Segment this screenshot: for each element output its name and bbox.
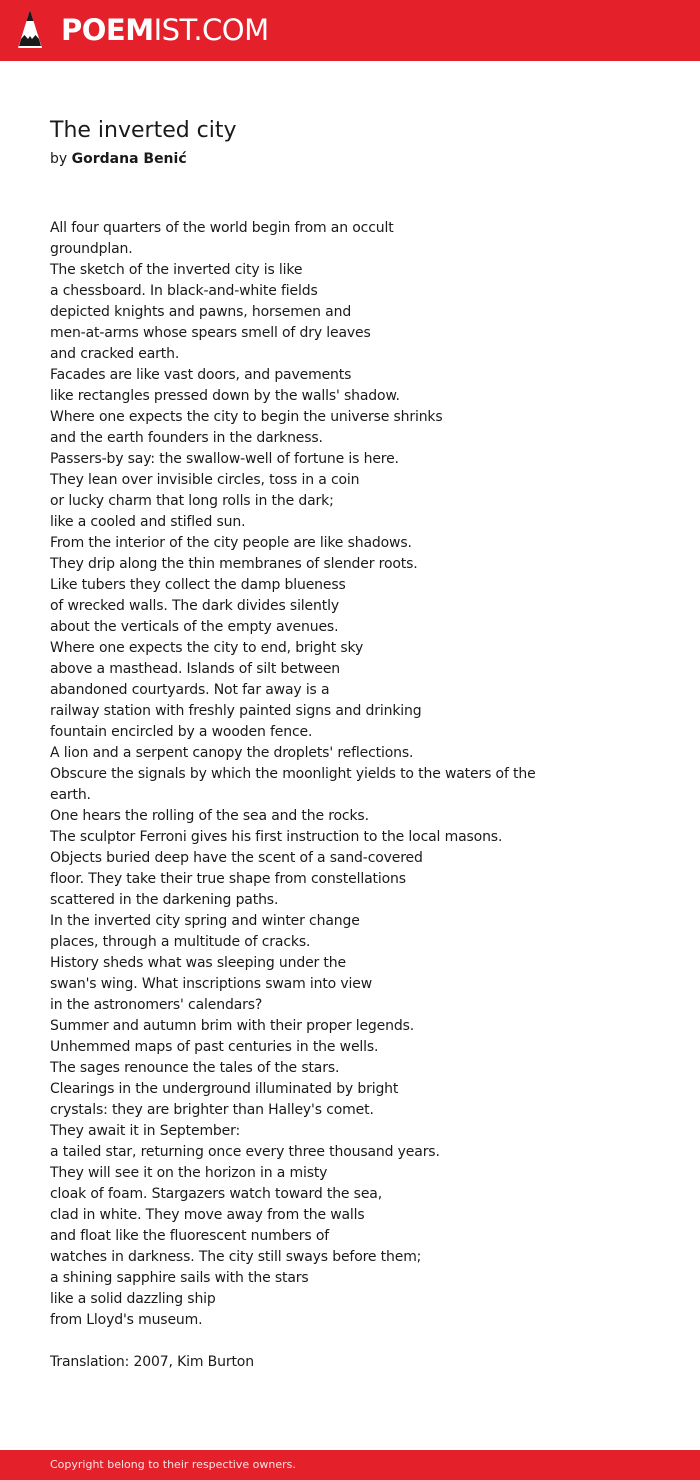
poem-line: like rectangles pressed down by the walls' shadow. [50, 388, 400, 404]
poem-line: clad in white. They move away from the walls [50, 1207, 365, 1223]
site-name-strong: POEM [61, 13, 154, 47]
poem-line: Objects buried deep have the scent of a sand-covered [50, 850, 423, 866]
poem-line: The sketch of the inverted city is like [50, 262, 303, 278]
translation-credit: Translation: 2007, Kim Burton [50, 1354, 254, 1370]
poem-line: scattered in the darkening paths. [50, 892, 279, 908]
poem-line: in the astronomers' calendars? [50, 997, 263, 1013]
poem-line: The sculptor Ferroni gives his first instruction to the local masons. [50, 829, 503, 845]
poem-line: One hears the rolling of the sea and the rocks. [50, 808, 369, 824]
poem-line: They drip along the thin membranes of slender roots. [50, 556, 418, 572]
poem-line: Where one expects the city to begin the universe shrinks [50, 409, 443, 425]
poem-line: The sages renounce the tales of the stars. [50, 1060, 340, 1076]
poem-body [50, 218, 670, 1331]
site-footer [0, 1450, 700, 1480]
poem-line: and float like the fluorescent numbers of [50, 1228, 330, 1244]
site-logo[interactable] [17, 8, 269, 52]
poem-line: All four quarters of the world begin from an occult [50, 220, 394, 236]
poem-line: fountain encircled by a wooden fence. [50, 724, 313, 740]
author-link[interactable]: Gordana Benić [71, 151, 187, 167]
poem-line: Unhemmed maps of past centuries in the wells. [50, 1039, 379, 1055]
poem-line: places, through a multitude of cracks. [50, 934, 311, 950]
poem-line: from Lloyd's museum. [50, 1312, 203, 1328]
poem-line: Clearings in the underground illuminated by bright [50, 1081, 399, 1097]
poem-line: or lucky charm that long rolls in the dark; [50, 493, 334, 509]
poem-line: A lion and a serpent canopy the droplets' reflections. [50, 745, 414, 761]
poem-line: Passers-by say: the swallow-well of fortune is here. [50, 451, 399, 467]
poem-line: abandoned courtyards. Not far away is a [50, 682, 330, 698]
site-header [0, 0, 700, 61]
poem-line: railway station with freshly painted signs and drinking [50, 703, 422, 719]
poem-line: and cracked earth. [50, 346, 180, 362]
poem-line: like a cooled and stifled sun. [50, 514, 246, 530]
poem-line: crystals: they are brighter than Halley's comet. [50, 1102, 374, 1118]
poem-line: groundplan. [50, 241, 133, 257]
poem-line: cloak of foam. Stargazers watch toward the sea, [50, 1186, 383, 1202]
poem-line: earth. [50, 787, 91, 803]
poem-line: They await it in September: [50, 1123, 241, 1139]
poem-line: floor. They take their true shape from constellations [50, 871, 406, 887]
poem-line: They lean over invisible circles, toss in a coin [50, 472, 360, 488]
poem-line: depicted knights and pawns, horsemen and [50, 304, 352, 320]
pencil-tip-icon [17, 8, 43, 52]
poem-line: Facades are like vast doors, and pavements [50, 367, 352, 383]
poem-line: a tailed star, returning once every three thousand years. [50, 1144, 440, 1160]
poem-line: and the earth founders in the darkness. [50, 430, 323, 446]
byline-prefix: by [50, 151, 68, 167]
poem-line: about the verticals of the empty avenues. [50, 619, 339, 635]
poem-line: watches in darkness. The city still sways before them; [50, 1249, 422, 1265]
poem-line: of wrecked walls. The dark divides silently [50, 598, 339, 614]
copyright-notice: Copyright belong to their respective owners. [50, 1458, 296, 1471]
poem-line: In the inverted city spring and winter change [50, 913, 360, 929]
poem-line: Obscure the signals by which the moonlight yields to the waters of the [50, 766, 536, 782]
site-name [61, 8, 269, 52]
poem-byline [50, 148, 187, 170]
poem-line: From the interior of the city people are like shadows. [50, 535, 412, 551]
poem-line: Like tubers they collect the damp blueness [50, 577, 346, 593]
poem-line: a chessboard. In black-and-white fields [50, 283, 318, 299]
poem-line: They will see it on the horizon in a misty [50, 1165, 328, 1181]
poem-line: above a masthead. Islands of silt between [50, 661, 341, 677]
poem-line: like a solid dazzling ship [50, 1291, 216, 1307]
site-name-light: IST.COM [153, 13, 269, 47]
poem-line: Summer and autumn brim with their proper legends. [50, 1018, 415, 1034]
poem-line: Where one expects the city to end, bright sky [50, 640, 364, 656]
poem-line: a shining sapphire sails with the stars [50, 1270, 309, 1286]
poem-title: The inverted city [50, 118, 237, 143]
poem-line: History sheds what was sleeping under the [50, 955, 346, 971]
poem-line: men-at-arms whose spears smell of dry leaves [50, 325, 371, 341]
poem-line: swan's wing. What inscriptions swam into view [50, 976, 373, 992]
